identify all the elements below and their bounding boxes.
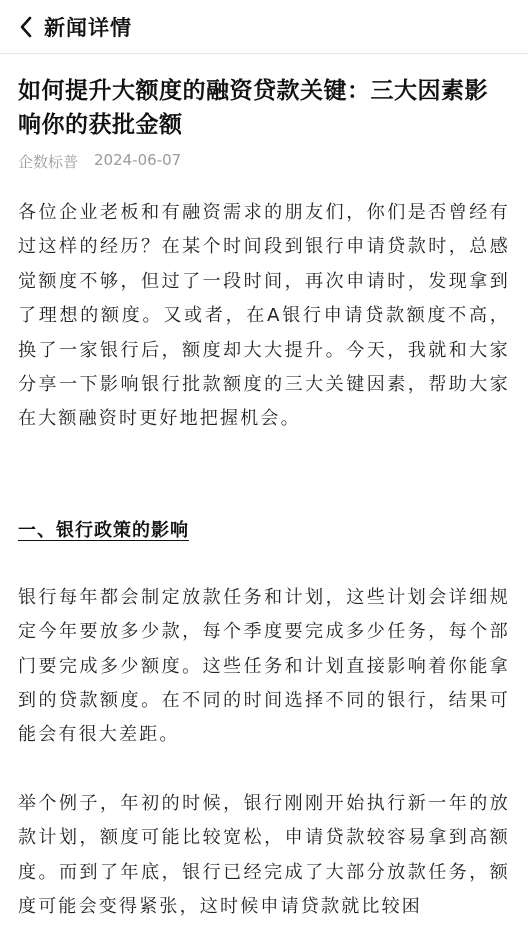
top-navbar [0,0,528,54]
article-title: 如何提升大额度的融资贷款关键：三大因素影响你的获批金额 [18,78,488,138]
article-meta [18,151,510,172]
page-title: 新闻详情 [44,15,132,40]
article-source: 企数标普 [18,153,79,171]
back-button[interactable] [14,15,38,39]
article-paragraph: 银行每年都会制定放款任务和计划，这些计划会详细规定今年要放多少款，每个季度要完成多少任务，每个部门要完成多少额度。这些任务和计划直接影响着你能拿到的贷款额度。在不同的时间选择不同的银行，结果可能会有很大差距。 [18,586,510,746]
article-date: 2024-06-07 [94,151,182,169]
article-paragraph: 举个例子，年初的时候，银行刚刚开始执行新一年的放款计划，额度可能比较宽松，申请贷款较容易拿到高额度。而到了年底，银行已经完成了大部分放款任务，额度可能会变得紧张，这时候申请贷款就比较困 [18,792,510,918]
chevron-left-icon [19,16,33,38]
article-content [0,74,528,925]
section-heading: 一、银行政策的影响 [18,519,189,541]
article-paragraph: 各位企业老板和有融资需求的朋友们，你们是否曾经有过这样的经历？在某个时间段到银行申请贷款时，总感觉额度不够，但过了一段时间，再次申请时，发现拿到了理想的额度。又或者，在A银行申请贷款额度不高，换了一家银行后，额度却大大提升。今天，我就和大家分享一下影响银行批款额度的三大关键因素，帮助大家在大额融资时更好地把握机会。 [18,202,510,430]
